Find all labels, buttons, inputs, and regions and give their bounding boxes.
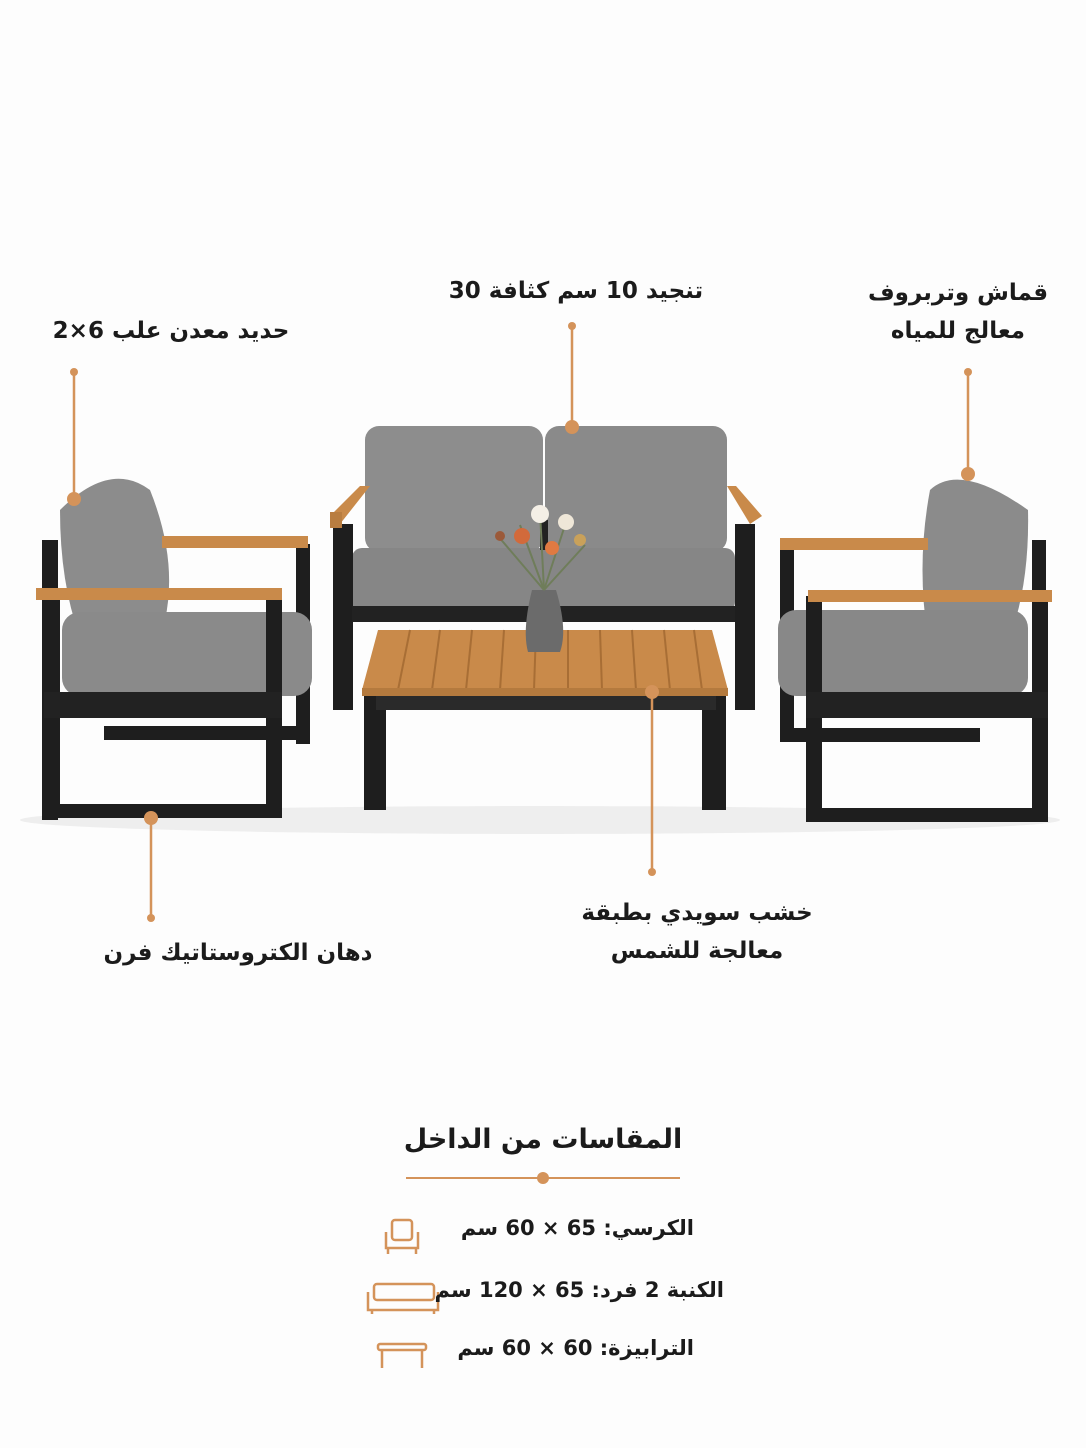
right-armchair bbox=[778, 480, 1052, 822]
paint-annotation: دهان الكتروستاتيك فرن bbox=[103, 940, 373, 966]
metal-annotation: حديد معدن علب 6×2 bbox=[52, 318, 290, 344]
table-dimension: الترابيزة: 60 × 60 سم bbox=[457, 1336, 694, 1360]
chair-dimension: الكرسي: 65 × 60 سم bbox=[460, 1216, 694, 1240]
table-icon bbox=[378, 1344, 426, 1368]
chair-icon bbox=[386, 1220, 418, 1254]
wood-annotation bbox=[570, 894, 824, 970]
fabric-annotation-line1: قماش وتربروف bbox=[867, 280, 1049, 306]
dimensions-title: المقاسات من الداخل bbox=[403, 1124, 683, 1155]
fabric-annotation bbox=[850, 274, 1066, 350]
cushion-annotation: تنجيد 10 سم كثافة 30 bbox=[448, 278, 704, 304]
sofa-icon bbox=[368, 1284, 438, 1314]
sofa-dimension: الكنبة 2 فرد: 65 × 120 سم bbox=[434, 1278, 724, 1302]
wood-annotation-line1: خشب سويدي بطبقة bbox=[581, 900, 813, 926]
title-divider bbox=[406, 1172, 680, 1184]
wood-annotation-line2: معالجة للشمس bbox=[610, 938, 784, 964]
coffee-table bbox=[362, 630, 728, 810]
left-armchair bbox=[36, 479, 312, 820]
fabric-annotation-line2: معالج للمياه bbox=[890, 318, 1026, 344]
